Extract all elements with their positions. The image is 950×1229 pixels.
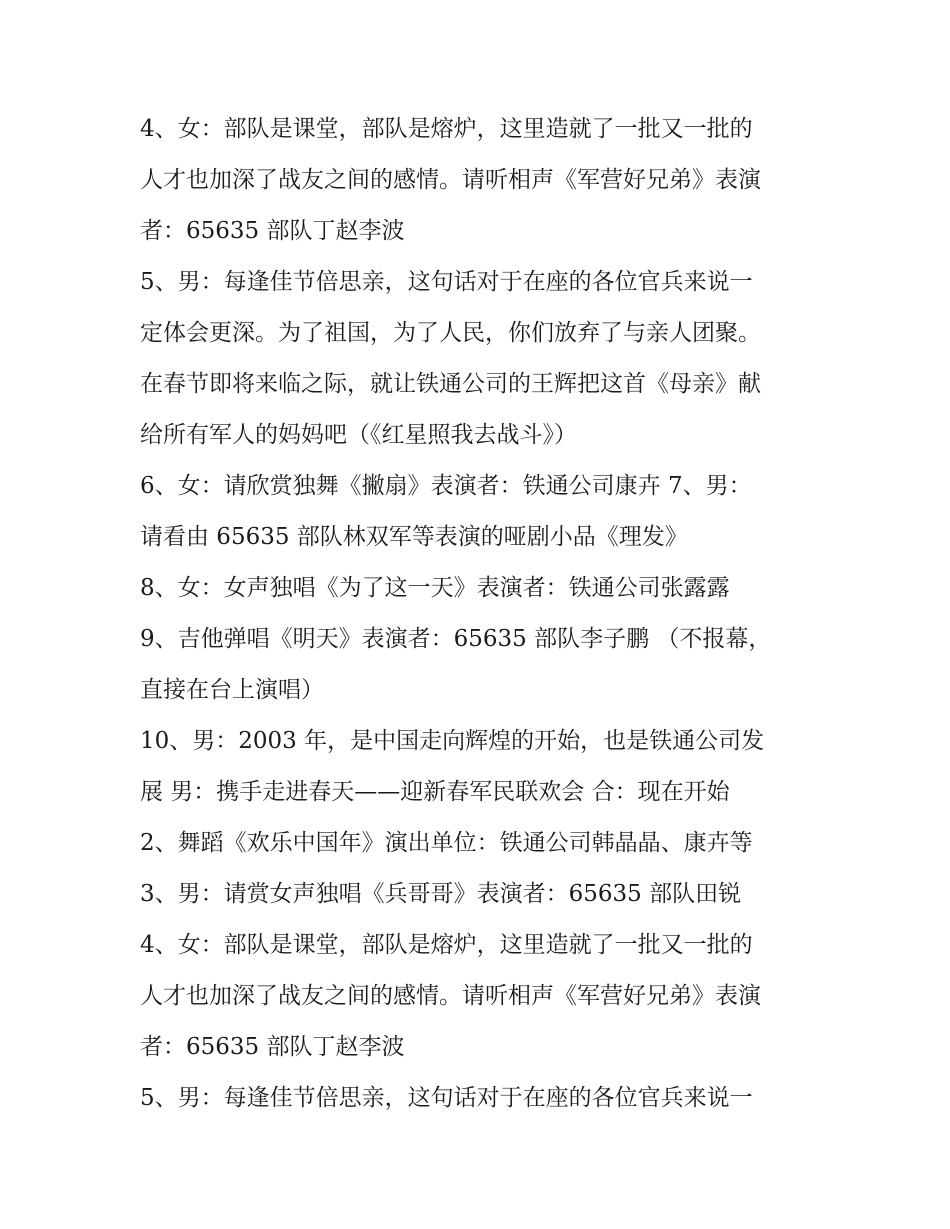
text-line: 请看由 65635 部队林双军等表演的哑剧小品《理发》 — [140, 524, 688, 550]
text-line: 5、男：每逢佳节倍思亲，这句话对于在座的各位官兵来说一 — [140, 1085, 753, 1111]
text-line: 者：65635 部队丁赵李波 — [140, 1034, 405, 1060]
text-line: 展 男：携手走进春天——迎新春军民联欢会 合：现在开始 — [140, 779, 730, 805]
text-line: 2、舞蹈《欢乐中国年》演出单位：铁通公司韩晶晶、康卉等 — [140, 830, 753, 856]
text-line: 人才也加深了战友之间的感情。请听相声《军营好兄弟》表演 — [140, 167, 761, 193]
text-line: 6、女：请欣赏独舞《撇扇》表演者：铁通公司康卉 7、男： — [140, 473, 752, 499]
text-line: 人才也加深了战友之间的感情。请听相声《军营好兄弟》表演 — [140, 983, 761, 1009]
text-line: 8、女：女声独唱《为了这一天》表演者：铁通公司张露露 — [140, 575, 730, 601]
text-line: 直接在台上演唱） — [140, 677, 324, 703]
document-body — [140, 104, 830, 1124]
text-line: 4、女：部队是课堂，部队是熔炉，这里造就了一批又一批的 — [140, 932, 753, 958]
text-line: 9、吉他弹唱《明天》表演者：65635 部队李子鹏 （不报幕， — [140, 626, 772, 652]
text-line: 3、男：请赏女声独唱《兵哥哥》表演者：65635 部队田锐 — [140, 881, 742, 907]
text-line: 者：65635 部队丁赵李波 — [140, 218, 405, 244]
text-line: 给所有军人的妈妈吧（《红星照我去战斗》） — [140, 422, 577, 448]
text-line: 定体会更深。为了祖国，为了人民，你们放弃了与亲人团聚。 — [140, 320, 761, 346]
text-line: 10、男：2003 年，是中国走向辉煌的开始，也是铁通公司发 — [140, 728, 765, 754]
text-line: 在春节即将来临之际，就让铁通公司的王辉把这首《母亲》献 — [140, 371, 761, 397]
text-line: 5、男：每逢佳节倍思亲，这句话对于在座的各位官兵来说一 — [140, 269, 753, 295]
text-line: 4、女：部队是课堂，部队是熔炉，这里造就了一批又一批的 — [140, 116, 753, 142]
